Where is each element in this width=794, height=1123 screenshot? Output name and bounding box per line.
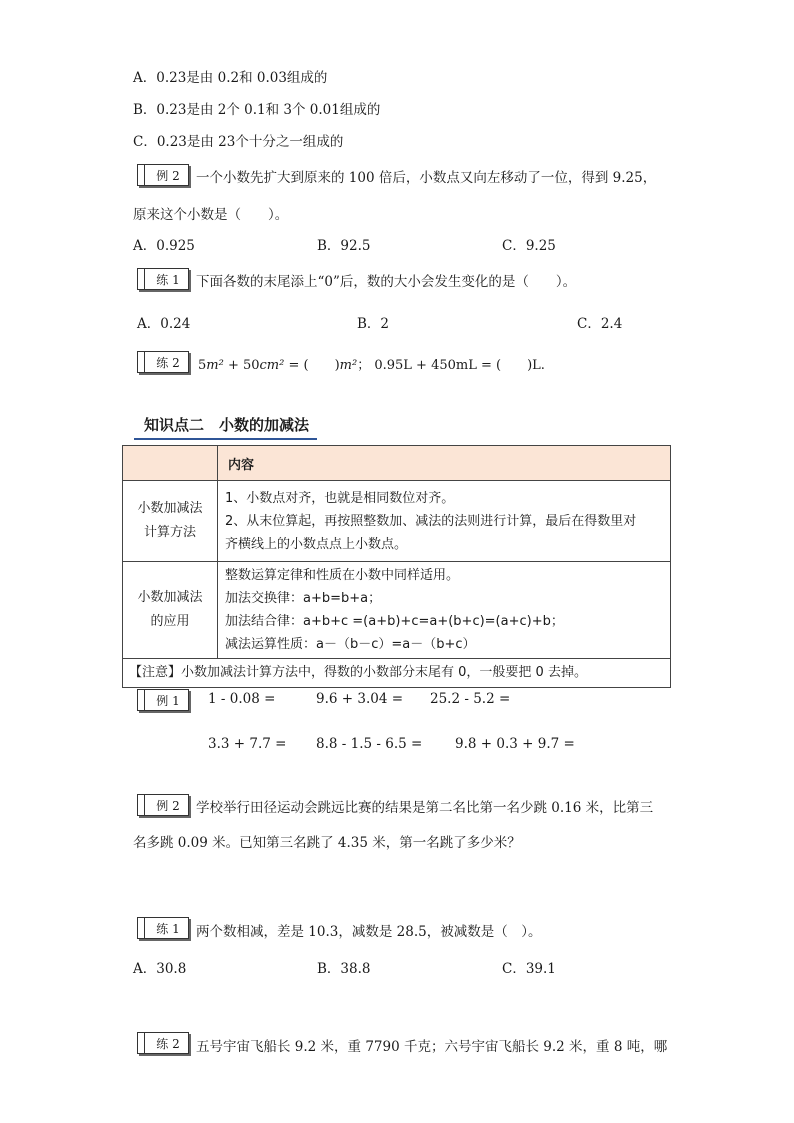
row-content: 1、小数点对齐，也就是相同数位对齐。 2、从末位算起，再按照整数加、减法的法则进行计算，最后在得数里对 齐横线上的小数点点上小数点。 xyxy=(218,481,671,562)
example-label: 例 1 xyxy=(137,689,189,711)
section-title: 知识点二 小数的加减法 xyxy=(134,414,317,440)
question-text: 一个小数先扩大到原来的 100 倍后，小数点又向左移动了一位，得到 9.25， xyxy=(196,170,657,186)
option-b: B．92.5 xyxy=(317,238,371,254)
table-note-row xyxy=(123,659,671,688)
note-text: 【注意】小数加减法计算方法中，得数的小数部分末尾有 0，一般要把 0 去掉。 xyxy=(123,659,671,688)
table-row xyxy=(123,562,671,659)
question-text: 两个数相减，差是 10.3，减数是 28.5，被减数是（ ）。 xyxy=(196,924,542,940)
practice-label: 练 2 xyxy=(137,1032,189,1054)
header-content-cell: 内容 xyxy=(218,446,671,481)
option-c: C．39.1 xyxy=(502,961,556,977)
practice-label: 练 2 xyxy=(137,351,189,373)
option-b: B．0.23是由 2个 0.1和 3个 0.01组成的 xyxy=(133,102,381,118)
question-text: 下面各数的末尾添上“0”后，数的大小会发生变化的是（ ）。 xyxy=(196,274,577,290)
calc-item: 3.3 + 7.7 = xyxy=(208,736,287,752)
practice-label: 练 1 xyxy=(137,268,189,290)
header-blank-cell xyxy=(123,446,218,481)
option-a: A．30.8 xyxy=(133,961,187,977)
calc-item: 8.8 - 1.5 - 6.5 = xyxy=(316,736,423,752)
table-header-row xyxy=(123,446,671,481)
practice-label: 练 1 xyxy=(137,917,189,939)
calc-item: 9.6 + 3.04 = xyxy=(316,691,404,707)
option-a: A．0.23是由 0.2和 0.03组成的 xyxy=(133,70,328,86)
example-label: 例 2 xyxy=(137,794,189,816)
question-text: 五号宇宙飞船长 9.2 米，重 7790 千克；六号宇宙飞船长 9.2 米，重 8 吨，哪 xyxy=(196,1039,668,1055)
example-label: 例 2 xyxy=(137,164,189,186)
option-c: C．9.25 xyxy=(502,238,556,254)
question-text: 名多跳 0.09 米。已知第三名跳了 4.35 米，第一名跳了多少米？ xyxy=(133,835,521,851)
question-text: 学校举行田径运动会跳远比赛的结果是第二名比第一名少跳 0.16 米，比第三 xyxy=(196,800,654,816)
calc-item: 25.2 - 5.2 = xyxy=(430,691,511,707)
table-row xyxy=(123,481,671,562)
calc-item: 1 - 0.08 = xyxy=(208,691,276,707)
option-c: C．2.4 xyxy=(577,316,623,332)
option-b: B．2 xyxy=(357,316,390,332)
option-b: B．38.8 xyxy=(317,961,371,977)
question-text: 原来这个小数是（ ）。 xyxy=(133,207,289,223)
row-label: 小数加减法 计算方法 xyxy=(123,481,218,562)
row-content: 整数运算定律和性质在小数中同样适用。 加法交换律：a+b=b+a； 加法结合律：a+b+c =(a+b)+c=a+(b+c)=(a+c)+b； 减法运算性质：a－（b－c）=a－（b+c） xyxy=(218,562,671,659)
calc-item: 9.8 + 0.3 + 9.7 = xyxy=(455,736,575,752)
option-a: A．0.925 xyxy=(133,238,195,254)
unit-conversion-question: 5m² + 50cm² = ( )m²； 0.95L + 450mL = ( )L. xyxy=(198,358,545,373)
knowledge-table xyxy=(122,445,671,688)
option-c: C．0.23是由 23个十分之一组成的 xyxy=(133,134,344,150)
option-a: A．0.24 xyxy=(137,316,191,332)
row-label: 小数加减法 的应用 xyxy=(123,562,218,659)
